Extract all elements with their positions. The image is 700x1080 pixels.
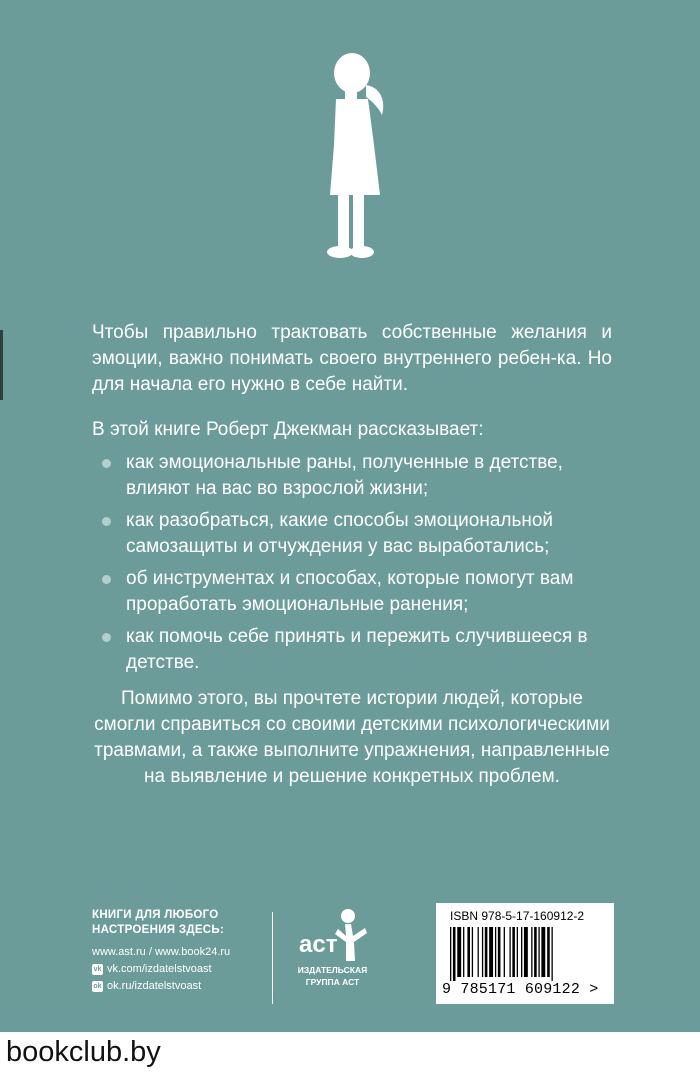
publisher-name	[285, 964, 380, 988]
girl-silhouette-icon	[300, 45, 410, 270]
list-item	[100, 450, 615, 502]
list-item-text: как разобраться, какие способы эмоциональной самозащиты и отчуждения у вас выработались;	[126, 510, 554, 557]
closing-paragraph: Помимо этого, вы прочтете истории людей, которые смогли справиться со своими детскими психологическими травмами, а также выполните упражнения, направленные на выявление и решение конкретных проблем.	[94, 688, 610, 787]
footer-divider	[272, 912, 273, 1004]
ok-icon: ok	[93, 983, 102, 990]
bullet-dot-icon	[102, 517, 111, 526]
barcode-icon	[450, 927, 600, 981]
ok-text: ok.ru/izdatelstvoast	[107, 980, 202, 992]
list-item-text: как эмоциональные раны, полученные в детстве, влияют на вас во взрослой жизни;	[126, 452, 563, 499]
list-item-text: об инструментах и способах, которые помогут вам проработать эмоциональные ранения;	[126, 568, 574, 615]
logo-text: аст	[298, 931, 337, 958]
bullet-dot-icon	[102, 459, 111, 468]
topics-list	[100, 450, 615, 682]
footer-vk-link[interactable]	[92, 961, 262, 978]
footer-heading-line: КНИГИ ДЛЯ ЛЮБОГО	[92, 909, 219, 921]
list-item	[100, 624, 615, 676]
bullet-dot-icon	[102, 575, 111, 584]
isbn-label: ISBN 978-5-17-160912-2	[450, 909, 585, 923]
footer-sites-link[interactable]	[92, 944, 262, 961]
footer-links	[92, 908, 262, 995]
bullet-dot-icon	[102, 633, 111, 642]
footer-ok-link[interactable]	[92, 978, 262, 995]
sites-text: www.ast.ru / www.book24.ru	[92, 946, 231, 958]
lead-sentence: В этой книге Роберт Джекман рассказывает:	[92, 419, 484, 440]
spine-edge	[0, 330, 3, 400]
footer-heading-line: НАСТРОЕНИЯ ЗДЕСЬ:	[92, 924, 225, 936]
publisher-line: ИЗДАТЕЛЬСКАЯ	[297, 965, 368, 975]
vk-icon: vk	[93, 966, 102, 973]
publisher-line: ГРУППА АСТ	[305, 977, 360, 987]
ast-logo-icon	[293, 906, 373, 962]
list-item-text: как помочь себе принять и пережить случившееся в детстве.	[126, 626, 588, 673]
intro-paragraph: Чтобы правильно трактовать собственные желания и эмоции, важно понимать своего внутреннего ребен-ка. Но для начала его нужно в себе найти.	[92, 322, 612, 395]
publisher-logo	[285, 906, 380, 988]
list-item	[100, 566, 615, 618]
barcode-panel	[436, 903, 614, 1004]
vk-text: vk.com/izdatelstvoast	[107, 963, 212, 975]
site-watermark: bookclub.by	[6, 1036, 161, 1068]
footer-heading	[92, 908, 262, 938]
list-item	[100, 508, 615, 560]
barcode-digits: 9 785171 609122 >	[442, 981, 599, 998]
